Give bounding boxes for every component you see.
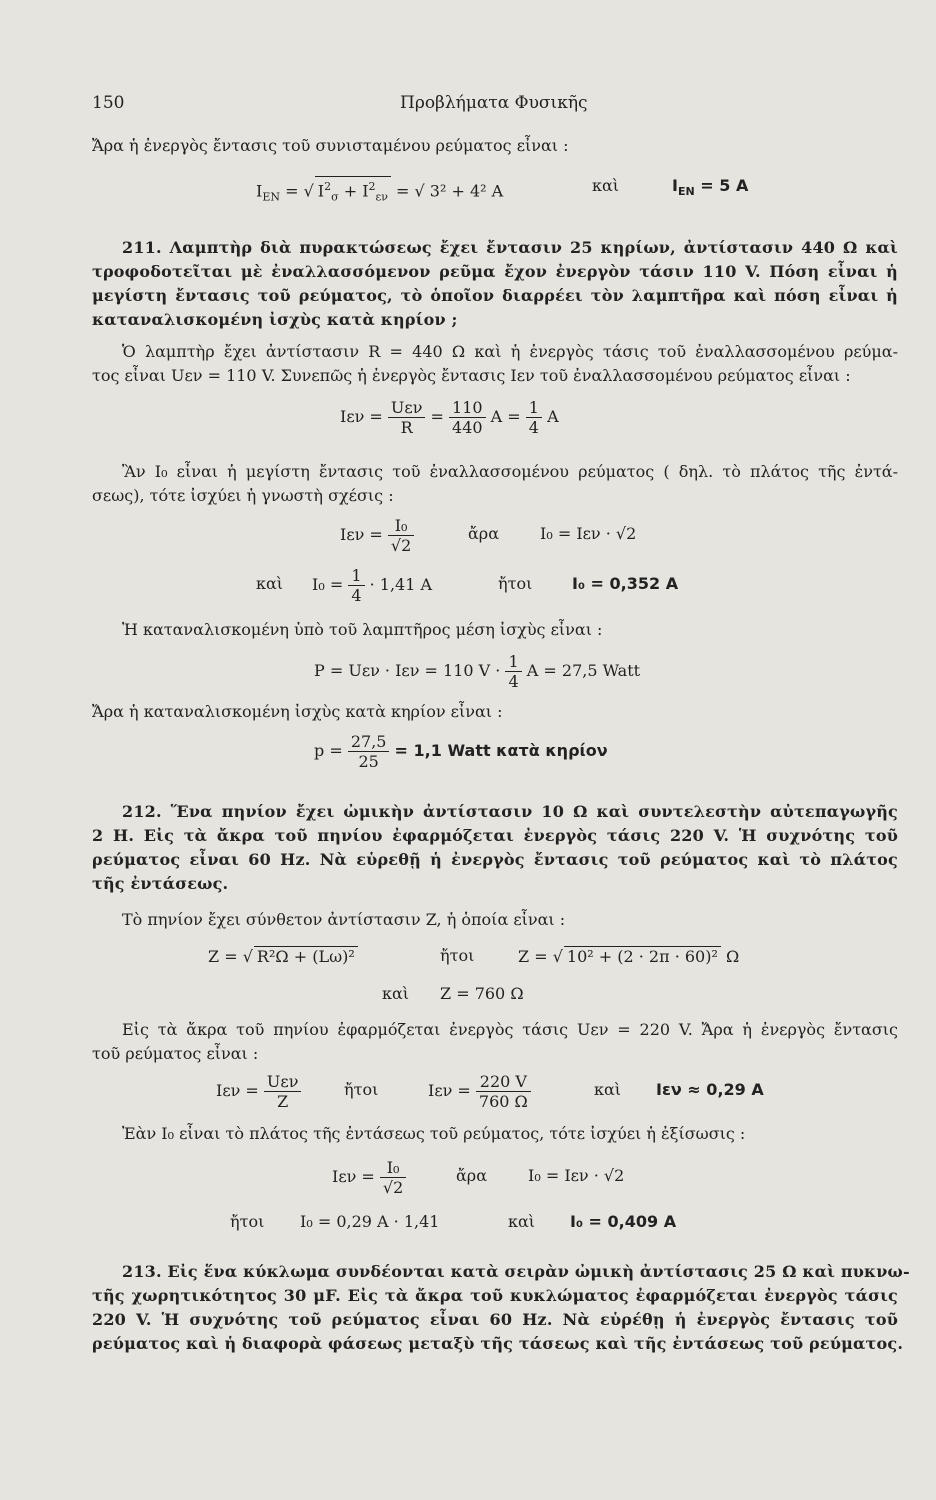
p211-sol-line-2: τος εἶναι Uεν = 110 V. Συνεπῶς ἡ ἐνεργὸς ἔντασις Iεν τοῦ ἐναλλασσομένου ρεύματος εἶναι :: [92, 366, 851, 385]
p212-eq4-rhs: I₀ = Iεν · √2: [528, 1166, 625, 1185]
p212-eq5-result: I₀ = 0,409 A: [570, 1212, 677, 1231]
p212-line-4: τῆς ἐντάσεως.: [92, 874, 229, 893]
p211-sol-line-1: Ὁ λαμπτὴρ ἔχει ἀντίστασιν R = 440 Ω καὶ ἡ ἐνεργὸς τάσις τοῦ ἐναλλασσομένου ρεύμα-: [122, 342, 898, 361]
intro-equation: $I_{EN}$ = √ $I^2_\sigma + I^2_{\varepsilon\nu}$ = √ 3² + 4² A: [256, 176, 503, 208]
p211-eq5: p = $\frac{27,5}{25}$ = 1,1 Watt κατὰ κηρίον: [314, 732, 608, 771]
p211-line-2: τροφοδοτεῖται μὲ ἐναλλασσόμενον ρεῦμα ἔχον ἐνεργὸν τάσιν 110 V. Πόση εἶναι ἡ: [92, 262, 898, 281]
p211-text2-line-1: Ἂν I₀ εἶναι ἡ μεγίστη ἔντασις τοῦ ἐναλλασσομένου ρεύματος ( δηλ. τὸ πλάτος τῆς ἐντά-: [122, 462, 898, 481]
p213-line-2: τῆς χωρητικότητος 30 μF. Εἰς τὰ ἄκρα τοῦ κυκλώματος ἐφαρμόζεται ἐνεργὸς τάσις: [92, 1286, 898, 1305]
p212-line-2: 2 H. Εἰς τὰ ἄκρα τοῦ πηνίου ἐφαρμόζεται ἐνεργὸς τάσις 220 V. Ἡ συχνότης τοῦ: [92, 826, 898, 845]
p211-eq2: Iεν = $\frac{\text{I₀}}{√2}$: [340, 516, 414, 555]
p212-eq4-lhs: Iεν = $\frac{\text{I₀}}{√2}$: [332, 1158, 406, 1197]
p211-text3: Ἡ καταναλισκομένη ὑπὸ τοῦ λαμπτῆρος μέση ἰσχὺς εἶναι :: [122, 620, 603, 639]
p212-eq1-lhs: Z = √ R²Ω + (Lω)²: [208, 946, 358, 967]
p211-line-1: 211. Λαμπτὴρ διὰ πυρακτώσεως ἔχει ἔντασιν 25 κηρίων, ἀντίστασιν 440 Ω καὶ: [122, 238, 898, 257]
page-number: 150: [92, 93, 125, 113]
p211-eq3-kai: καὶ: [256, 574, 284, 593]
p211-line-3: μεγίστη ἔντασις τοῦ ρεύματος, τὸ ὁποῖον διαρρέει τὸν λαμπτῆρα καὶ πόση εἶναι ἡ: [92, 286, 898, 305]
p212-text1: Τὸ πηνίον ἔχει σύνθετον ἀντίστασιν Z, ἡ ὁποία εἶναι :: [122, 910, 566, 929]
p211-eq1: Iεν = $\frac{\text{Uεν}}{R}$ = $\frac{110}{440}$ A = $\frac{1}{4}$ A: [340, 398, 559, 437]
p212-eq4-ara: ἄρα: [456, 1166, 488, 1185]
p211-eq3-result: I₀ = 0,352 A: [572, 574, 679, 593]
p212-eq5-lhs: I₀ = 0,29 A · 1,41: [300, 1212, 440, 1231]
p211-line-4: καταναλισκομένη ἰσχὺς κατὰ κηρίον ;: [92, 310, 458, 329]
p212-eq2-kai: καὶ: [382, 984, 410, 1003]
p211-eq3: I₀ = $\frac{1}{4}$ · 1,41 A: [312, 566, 433, 605]
p212-text2-line-1: Εἰς τὰ ἄκρα τοῦ πηνίου ἐφαρμόζεται ἐνεργὸς τάσις Uεν = 220 V. Ἄρα ἡ ἐνεργὸς ἔντασις: [122, 1020, 898, 1039]
p213-line-3: 220 V. Ἡ συχνότης τοῦ ρεύματος εἶναι 60 Hz. Νὰ εὑρέθῃ ἡ ἐνεργὸς ἔντασις τοῦ: [92, 1310, 898, 1329]
p212-line-3: ρεύματος εἶναι 60 Hz. Νὰ εὑρεθῇ ἡ ἐνεργὸς ἔντασις τοῦ ρεύματος καὶ τὸ πλάτος: [92, 850, 898, 869]
intro-kai: καὶ: [592, 176, 620, 195]
p212-eq5-kai: καὶ: [508, 1212, 536, 1231]
p212-eq1-rhs: Z = √ 10² + (2 · 2π · 60)² Ω: [518, 947, 740, 966]
p211-eq2-rhs: I₀ = Iεν · √2: [540, 524, 637, 543]
p212-text3: Ἐὰν I₀ εἶναι τὸ πλάτος τῆς ἐντάσεως τοῦ ρεύματος, τότε ἰσχύει ἡ ἐξίσωσις :: [122, 1124, 746, 1143]
p212-eq3-lhs: Iεν = $\frac{\text{Uεν}}{Z}$: [216, 1072, 301, 1111]
p212-eq3-mid: Iεν = $\frac{220 V}{760 \Omega}$: [428, 1072, 531, 1111]
p212-eq3-itoi: ἤτοι: [344, 1080, 379, 1099]
p212-eq3-result: Iεν ≈ 0,29 A: [656, 1080, 764, 1099]
p211-text4: Ἄρα ἡ καταναλισκομένη ἰσχὺς κατὰ κηρίον εἶναι :: [92, 702, 503, 721]
running-title: Προβλήματα Φυσικῆς: [400, 93, 588, 113]
p213-line-4: ρεύματος καὶ ἡ διαφορὰ φάσεως μεταξὺ τῆς τάσεως καὶ τῆς ἐντάσεως τοῦ ρεύματος.: [92, 1334, 904, 1353]
p212-eq1-itoi: ἤτοι: [440, 946, 475, 965]
p212-eq2: Z = 760 Ω: [440, 984, 524, 1003]
p213-line-1: 213. Εἰς ἕνα κύκλωμα συνδέονται κατὰ σειρὰν ὠμικὴ ἀντίστασις 25 Ω καὶ πυκνω-: [122, 1262, 910, 1281]
intro-result: $I_{EN} = 5$ A: [672, 176, 749, 199]
p212-text2-line-2: τοῦ ρεύματος εἶναι :: [92, 1044, 259, 1063]
p211-text2-line-2: σεως), τότε ἰσχύει ἡ γνωστὴ σχέσις :: [92, 486, 394, 505]
p211-eq2-ara: ἄρα: [468, 524, 500, 543]
p211-eq4: P = Uεν · Iεν = 110 V · $\frac{1}{4}$ A = 27,5 Watt: [314, 652, 641, 691]
p212-eq3-kai: καὶ: [594, 1080, 622, 1099]
intro-text: Ἄρα ἡ ἐνεργὸς ἔντασις τοῦ συνισταμένου ρεύματος εἶναι :: [92, 136, 569, 155]
p212-line-1: 212. Ἕνα πηνίον ἔχει ὠμικὴν ἀντίστασιν 10 Ω καὶ συντελεστὴν αὐτεπαγωγῆς: [122, 802, 898, 821]
p211-eq3-itoi: ἤτοι: [498, 574, 533, 593]
p212-eq5-itoi: ἤτοι: [230, 1212, 265, 1231]
